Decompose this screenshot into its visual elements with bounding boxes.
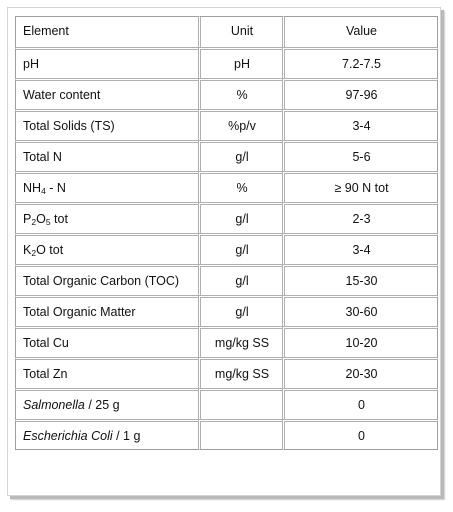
cell-unit: %p/v xyxy=(198,109,282,140)
cell-element: Water content xyxy=(15,78,198,109)
element-subscript: 2 xyxy=(31,217,37,227)
element-subscript: 2 xyxy=(31,248,37,258)
cell-element: pH xyxy=(15,47,198,78)
cell-unit: g/l xyxy=(198,140,282,171)
header-element: Element xyxy=(15,16,198,47)
cell-value: 7.2-7.5 xyxy=(282,47,438,78)
cell-value: 30-60 xyxy=(282,295,438,326)
table-row xyxy=(15,47,438,78)
cell-element: Total Organic Carbon (TOC) xyxy=(15,264,198,295)
cell-value: ≥ 90 N tot xyxy=(282,171,438,202)
species-name: Salmonella xyxy=(23,398,85,412)
table-row xyxy=(15,171,438,202)
element-subscript: 4 xyxy=(41,186,46,196)
cell-element xyxy=(15,202,198,233)
table-row xyxy=(15,233,438,264)
table-row xyxy=(15,326,438,357)
cell-element: Total N xyxy=(15,140,198,171)
cell-element: Total Cu xyxy=(15,326,198,357)
table-frame xyxy=(7,7,441,496)
element-text: / 1 g xyxy=(112,429,141,443)
cell-unit: g/l xyxy=(198,202,282,233)
cell-value: 0 xyxy=(282,388,438,419)
element-text: K xyxy=(23,243,32,257)
cell-unit xyxy=(198,388,282,419)
element-subscript: 5 xyxy=(45,217,51,227)
cell-unit: g/l xyxy=(198,264,282,295)
cell-element xyxy=(15,419,198,450)
cell-element: Total Solids (TS) xyxy=(15,109,198,140)
table-row xyxy=(15,78,438,109)
table-row xyxy=(15,264,438,295)
cell-value: 10-20 xyxy=(282,326,438,357)
cell-value: 15-30 xyxy=(282,264,438,295)
element-text: O tot xyxy=(36,243,64,257)
cell-unit: pH xyxy=(198,47,282,78)
cell-element: Total Zn xyxy=(15,357,198,388)
table-row xyxy=(15,202,438,233)
table-row xyxy=(15,357,438,388)
element-text: O xyxy=(36,212,46,226)
cell-unit: % xyxy=(198,171,282,202)
cell-unit: % xyxy=(198,78,282,109)
element-text: P xyxy=(23,212,32,226)
cell-value: 5-6 xyxy=(282,140,438,171)
cell-unit: mg/kg SS xyxy=(198,326,282,357)
cell-unit: g/l xyxy=(198,295,282,326)
cell-element: Total Organic Matter xyxy=(15,295,198,326)
species-name: Escherichia Coli xyxy=(23,429,113,443)
data-table xyxy=(15,16,438,450)
cell-element xyxy=(15,171,198,202)
cell-unit xyxy=(198,419,282,450)
table-row xyxy=(15,140,438,171)
table-row xyxy=(15,419,438,450)
table-header-row xyxy=(15,16,438,47)
cell-element xyxy=(15,388,198,419)
element-text: tot xyxy=(50,212,68,226)
table-row xyxy=(15,109,438,140)
element-text: NH xyxy=(23,181,42,195)
header-unit: Unit xyxy=(198,16,282,47)
element-text: / 25 g xyxy=(84,398,120,412)
cell-unit: mg/kg SS xyxy=(198,357,282,388)
cell-unit: g/l xyxy=(198,233,282,264)
cell-value: 0 xyxy=(282,419,438,450)
header-value: Value xyxy=(282,16,438,47)
cell-element xyxy=(15,233,198,264)
cell-value: 97-96 xyxy=(282,78,438,109)
element-text: - N xyxy=(45,181,66,195)
table-row xyxy=(15,295,438,326)
cell-value: 2-3 xyxy=(282,202,438,233)
table-row xyxy=(15,388,438,419)
cell-value: 20-30 xyxy=(282,357,438,388)
cell-value: 3-4 xyxy=(282,233,438,264)
cell-value: 3-4 xyxy=(282,109,438,140)
